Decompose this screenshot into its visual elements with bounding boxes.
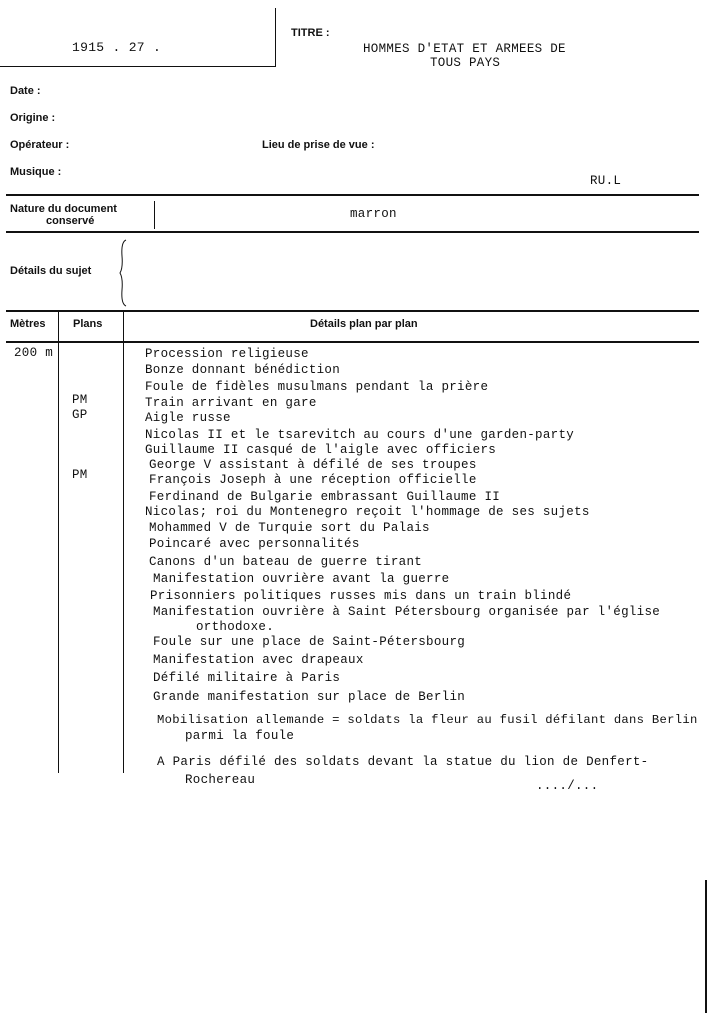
shot-line: orthodoxe. bbox=[196, 620, 275, 634]
nature-value: marron bbox=[350, 207, 397, 221]
reference-code: RU.L bbox=[590, 174, 622, 188]
shot-line: Nicolas II et le tsarevitch au cours d'une garden-party bbox=[145, 428, 575, 442]
plan-code: GP bbox=[72, 408, 88, 422]
shot-line: Guillaume II casqué de l'aigle avec officiers bbox=[145, 443, 497, 457]
shot-line: parmi la foule bbox=[185, 729, 295, 743]
shot-line: Foule sur une place de Saint-Pétersbourg bbox=[153, 635, 466, 649]
col-plans-header: Plans bbox=[73, 318, 103, 330]
shot-line: George V assistant à défilé de ses troupes bbox=[149, 458, 477, 472]
details-sujet-label: Détails du sujet bbox=[10, 265, 92, 277]
shot-line: Mobilisation allemande = soldats la fleur au fusil défilant dans Berlin bbox=[157, 713, 698, 727]
date-label: Date : bbox=[10, 85, 41, 97]
page-edge bbox=[705, 880, 707, 1013]
header-box-divider bbox=[275, 8, 276, 67]
shot-line: François Joseph à une réception officielle bbox=[149, 473, 477, 487]
col-divider-plans bbox=[123, 311, 124, 773]
musique-label: Musique : bbox=[10, 166, 62, 178]
shot-line: Train arrivant en gare bbox=[145, 396, 317, 410]
page-marker: ..../... bbox=[536, 779, 599, 793]
nature-bottom-rule bbox=[6, 231, 699, 233]
details-bracket bbox=[118, 238, 130, 308]
shot-line: Poincaré avec personnalités bbox=[149, 537, 360, 551]
shot-line: Manifestation ouvrière à Saint Pétersbourg organisée par l'église bbox=[153, 605, 661, 619]
nature-label-line-1: Nature du document bbox=[10, 203, 117, 215]
shot-line: Manifestation avec drapeaux bbox=[153, 653, 364, 667]
shot-line: Défilé militaire à Paris bbox=[153, 671, 341, 685]
shot-line: Mohammed V de Turquie sort du Palais bbox=[149, 521, 430, 535]
nature-divider bbox=[154, 201, 155, 229]
titre-label: TITRE : bbox=[291, 27, 330, 39]
shot-line: Manifestation ouvrière avant la guerre bbox=[153, 572, 450, 586]
nature-label-line-2: conservé bbox=[46, 215, 95, 227]
shot-line: Grande manifestation sur place de Berlin bbox=[153, 690, 466, 704]
shot-line: Nicolas; roi du Montenegro reçoit l'hommage de ses sujets bbox=[145, 505, 590, 519]
titre-line-1: HOMMES D'ETAT ET ARMEES DE bbox=[363, 42, 566, 56]
nature-top-rule bbox=[6, 194, 699, 196]
origine-label: Origine : bbox=[10, 112, 56, 124]
plan-code: PM bbox=[72, 468, 88, 482]
titre-line-2: TOUS PAYS bbox=[430, 56, 501, 70]
shot-line: Prisonniers politiques russes mis dans un train blindé bbox=[150, 589, 572, 603]
table-top-rule bbox=[6, 310, 699, 312]
operateur-label: Opérateur : bbox=[10, 139, 70, 151]
reference-number: 1915 . 27 . bbox=[72, 40, 162, 55]
shot-line: Bonze donnant bénédiction bbox=[145, 363, 341, 377]
col-metres-header: Mètres bbox=[10, 318, 46, 330]
header-box-bottom bbox=[0, 66, 276, 67]
shot-line: Procession religieuse bbox=[145, 347, 309, 361]
shot-line: A Paris défilé des soldats devant la statue du lion de Denfert- bbox=[157, 755, 649, 769]
col-details-header: Détails plan par plan bbox=[310, 318, 418, 330]
shot-line: Aigle russe bbox=[145, 411, 231, 425]
lieu-label: Lieu de prise de vue : bbox=[262, 139, 375, 151]
col-divider-metres bbox=[58, 311, 59, 773]
metres-value: 200 m bbox=[14, 346, 54, 360]
shot-line: Foule de fidèles musulmans pendant la prière bbox=[145, 380, 489, 394]
shot-line: Canons d'un bateau de guerre tirant bbox=[149, 555, 423, 569]
table-header-rule bbox=[6, 341, 699, 343]
plan-code: PM bbox=[72, 393, 88, 407]
shot-line: Rochereau bbox=[185, 773, 256, 787]
shot-line: Ferdinand de Bulgarie embrassant Guillaume II bbox=[149, 490, 501, 504]
